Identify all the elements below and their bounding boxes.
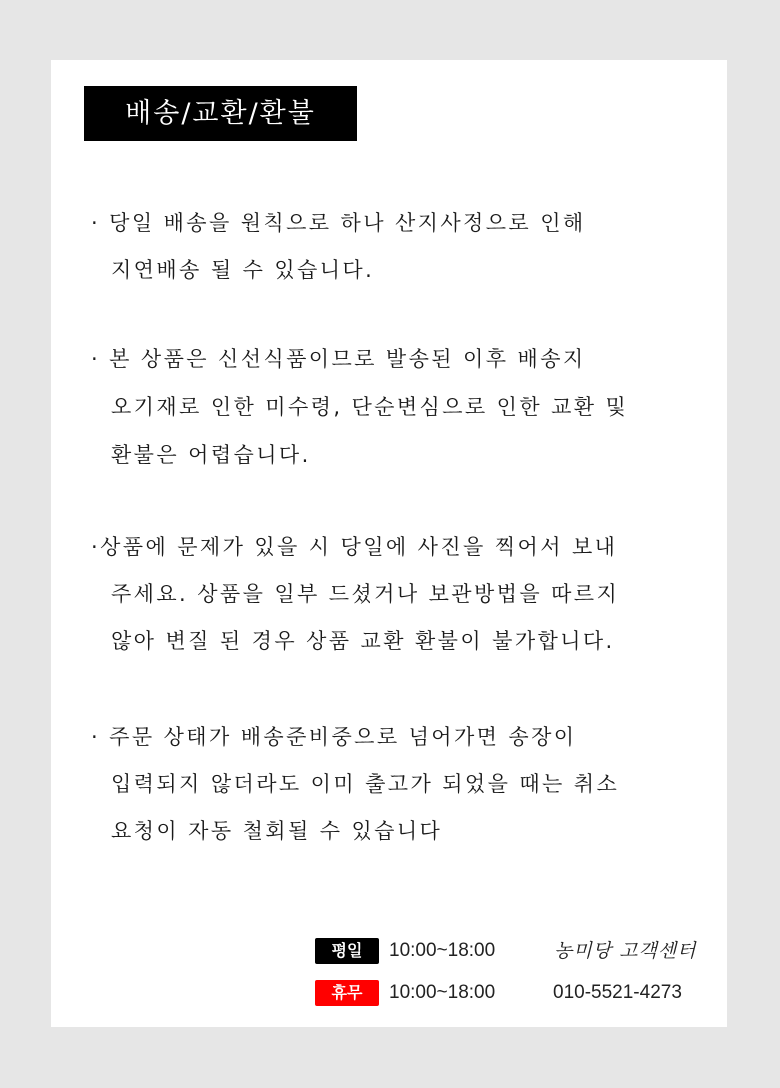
notice-item-fresh-food-refund: [91, 335, 691, 479]
notice-line: 오기재로 인한 미수령, 단순변심으로 인한 교환 및: [111, 395, 629, 419]
notice-item-product-issue: [91, 524, 691, 665]
notice-line: · 본 상품은 신선식품이므로 발송된 이후 배송지: [91, 347, 586, 371]
notice-line: ·상품에 문제가 있을 시 당일에 사진을 찍어서 보내: [91, 535, 618, 559]
holiday-hours: [315, 980, 495, 1006]
weekday-badge: 평일: [315, 938, 379, 964]
weekday-time: 10:00~18:00: [389, 940, 496, 961]
notice-card: [51, 60, 727, 1027]
holiday-badge: 휴무: [315, 980, 379, 1006]
customer-center-name: 농미당 고객센터: [554, 940, 697, 962]
page-title: 배송/교환/환불: [84, 86, 357, 141]
notice-item-order-cancel: [91, 714, 691, 855]
notice-line: · 당일 배송을 원칙으로 하나 산지사정으로 인해: [91, 211, 586, 235]
notice-line: 지연배송 될 수 있습니다.: [111, 258, 375, 282]
notice-line: 입력되지 않더라도 이미 출고가 되었을 때는 취소: [111, 772, 620, 796]
notice-line: · 주문 상태가 배송준비중으로 넘어가면 송장이: [91, 725, 577, 749]
holiday-time: 10:00~18:00: [389, 982, 496, 1003]
notice-item-same-day-shipping: [91, 200, 691, 294]
customer-center-phone: 010-5521-4273: [553, 982, 682, 1003]
notice-line: 환불은 어렵습니다.: [111, 443, 311, 467]
notice-line: 요청이 자동 철회될 수 있습니다: [111, 819, 443, 843]
weekday-hours: [315, 938, 495, 964]
notice-line: 않아 변질 된 경우 상품 교환 환불이 불가합니다.: [111, 629, 615, 653]
notice-line: 주세요. 상품을 일부 드셨거나 보관방법을 따르지: [111, 582, 620, 606]
